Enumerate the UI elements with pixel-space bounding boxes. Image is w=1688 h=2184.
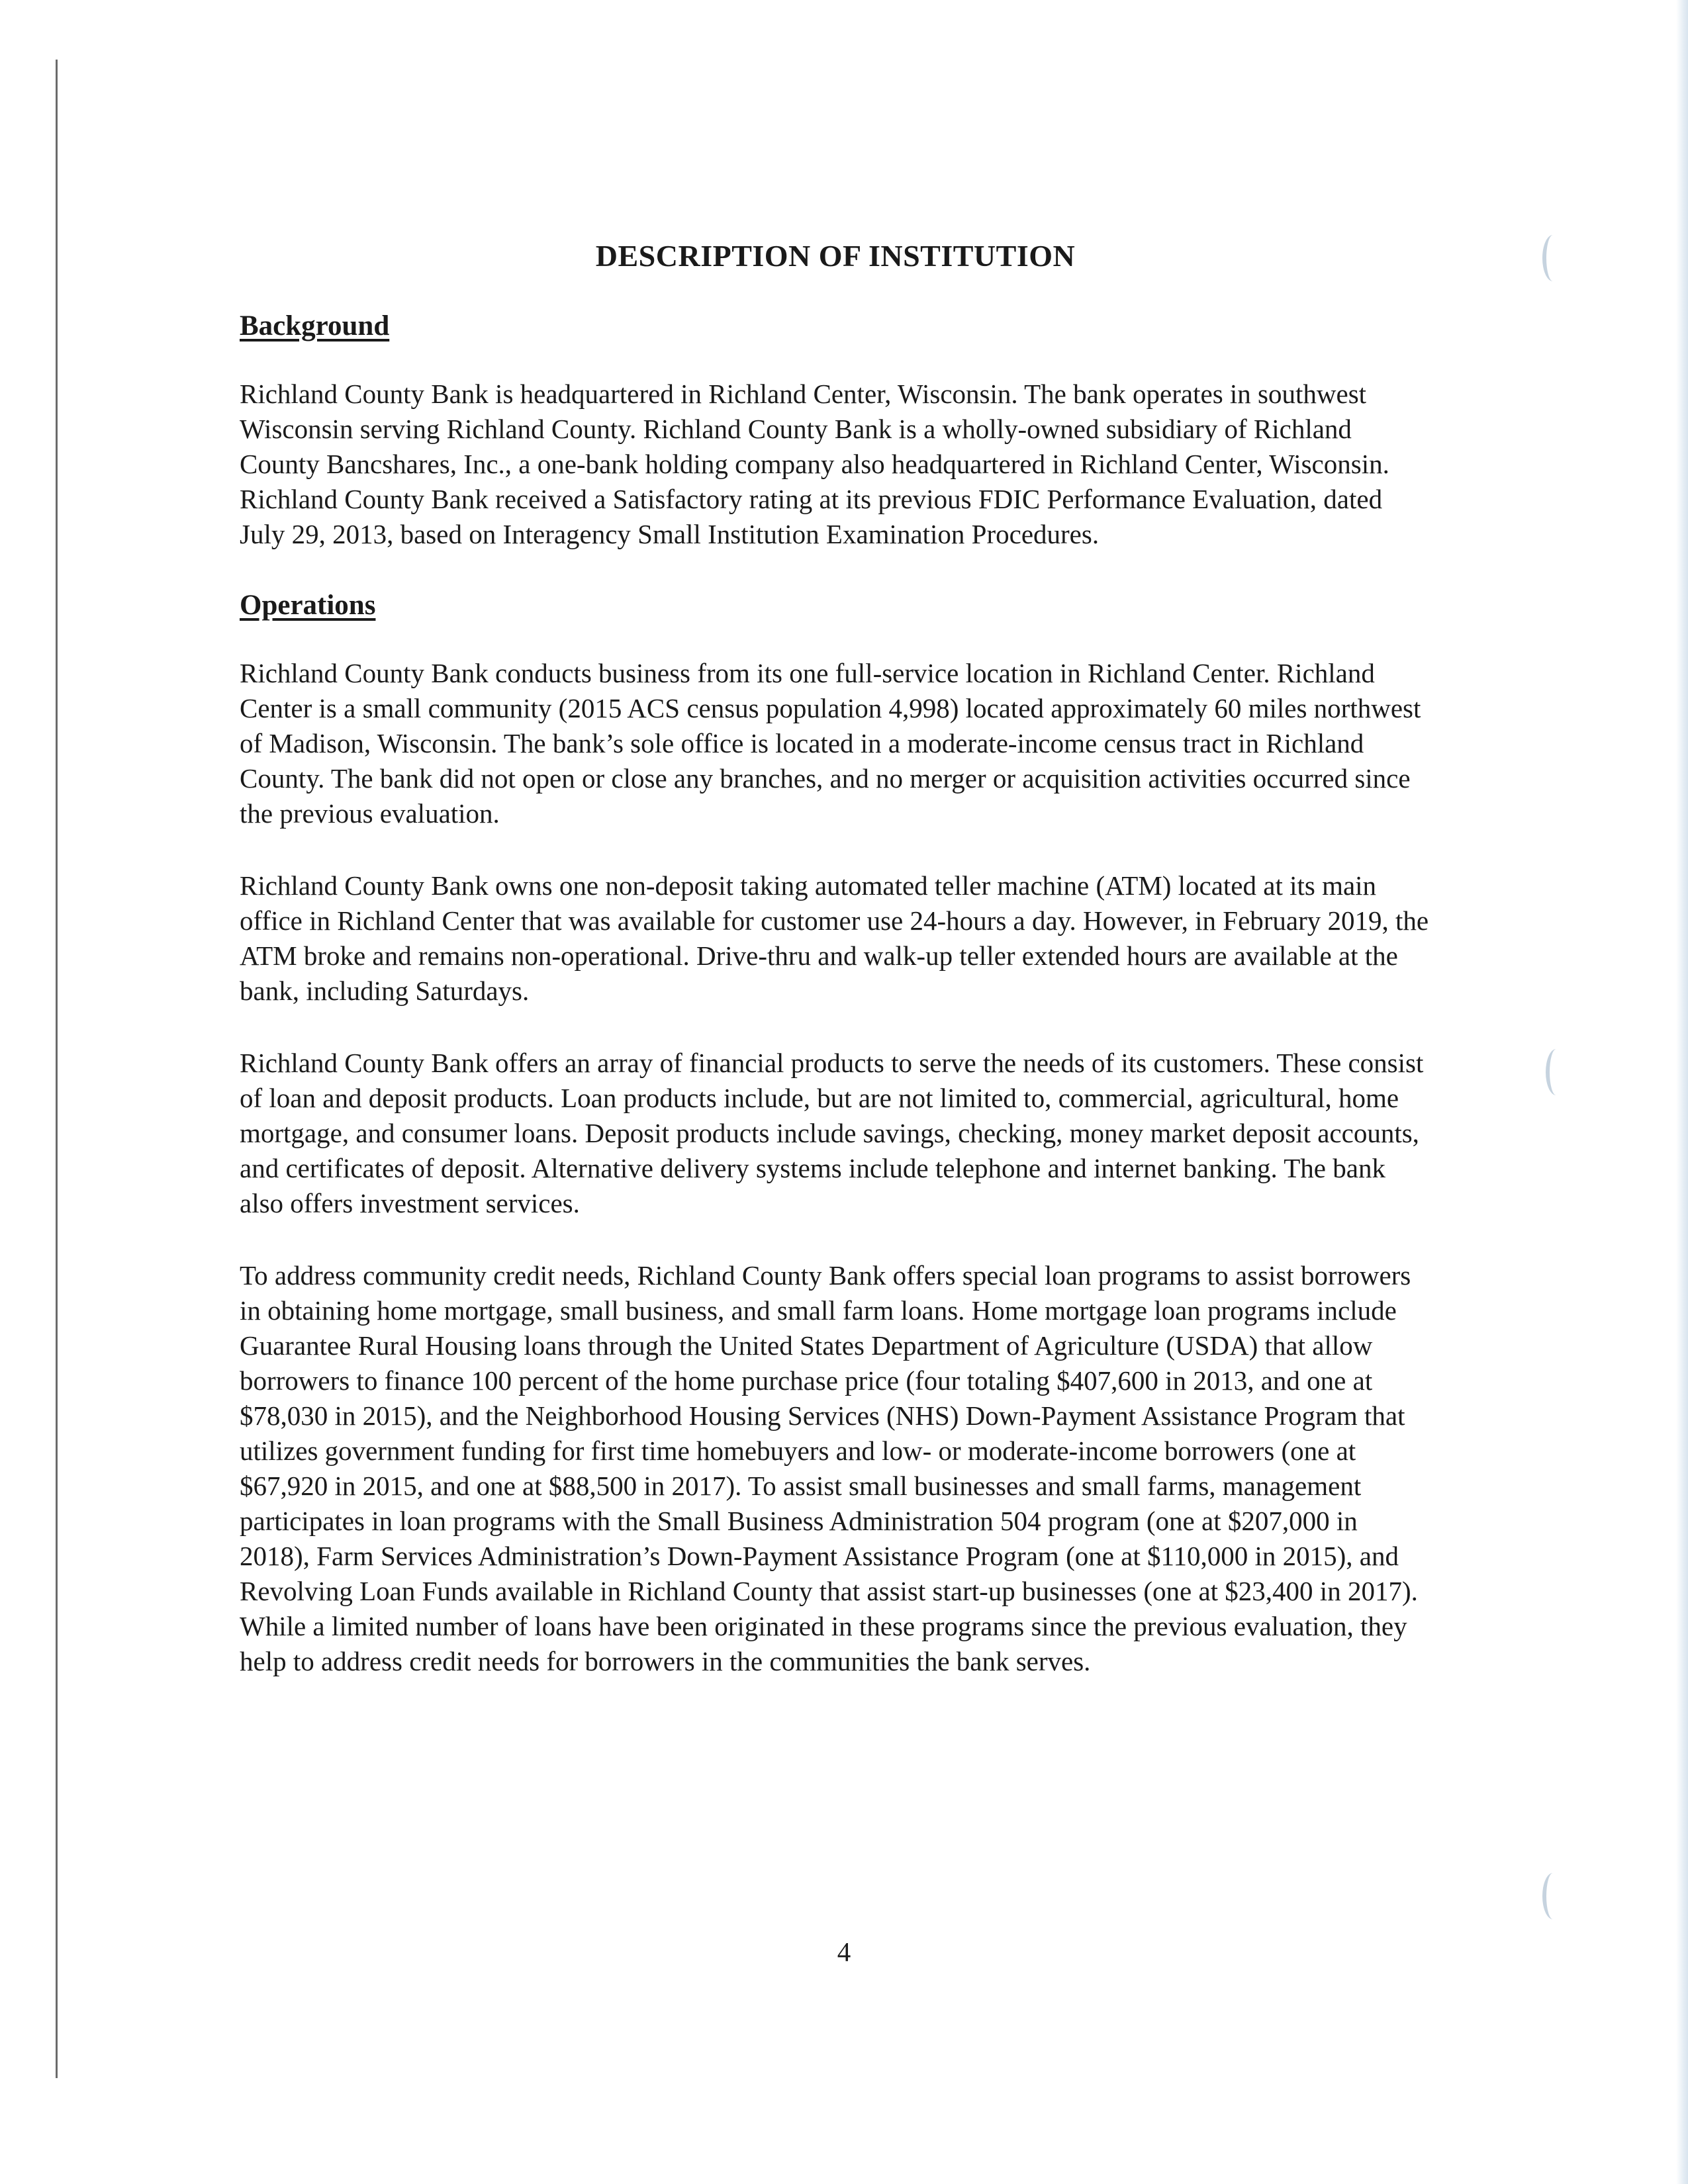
punch-hole-mark (1542, 1873, 1564, 1919)
document-body (240, 238, 1431, 1716)
scan-margin-line (56, 60, 58, 2078)
page-title: DESCRIPTION OF INSTITUTION (595, 239, 1076, 273)
section-heading-background: Background (240, 310, 390, 341)
section-heading-operations: Operations (240, 590, 376, 621)
paragraph: Richland County Bank conducts business from its one full-service location in Richland Center. Richland Center is a small community (2015 ACS census population 4,998) located approximately 60 miles northwest of Madison, Wisconsin. The bank’s sole office is located in a moderate-income census tract in Richland County. The bank did not open or close any branches, and no merger or acquisition activities occurred since the previous evaluation. (240, 658, 1421, 829)
paragraph: Richland County Bank offers an array of financial products to serve the needs of its customers. These consist of loan and deposit products. Loan products include, but are not limited to, commercial, agricultural, home mortgage, and consumer loans. Deposit products include savings, checking, money market deposit accounts, and certificates of deposit. Alternative delivery systems include telephone and internet banking. The bank also offers investment services. (240, 1048, 1424, 1218)
section-background (240, 310, 1431, 552)
page-number: 4 (837, 1936, 851, 1967)
paragraph: Richland County Bank is headquartered in Richland Center, Wisconsin. The bank operates in southwest Wisconsin serving Richland County. Richland County Bank is a wholly-owned subsidiary of Richland County Bancshares, Inc., a one-bank holding company also headquartered in Richland Center, Wisconsin. Richland County Bank received a Satisfactory rating at its previous FDIC Performance Evaluation, dated July 29, 2013, based on Interagency Small Institution Examination Procedures. (240, 379, 1389, 549)
punch-hole-mark (1542, 235, 1564, 281)
paragraph: To address community credit needs, Richland County Bank offers special loan programs to assist borrowers in obtaining home mortgage, small business, and small farm loans. Home mortgage loan programs include Guarantee Rural Housing loans through the United States Department of Agriculture (USDA) that allow borrowers to finance 100 percent of the home purchase price (four totaling $407,600 in 2013, and one at $78,030 in 2015), and the Neighborhood Housing Services (NHS) Down-Payment Assistance Program that utilizes government funding for first time homebuyers and low- or moderate-income borrowers (one at $67,920 in 2015, and one at $88,500 in 2017). To assist small businesses and small farms, management participates in loan programs with the Small Business Administration 504 program (one at $207,000 in 2018), Farm Services Administration’s Down-Payment Assistance Program (one at $110,000 in 2015), and Revolving Loan Funds available in Richland County that assist start-up businesses (one at $23,400 in 2017). While a limited number of loans have been originated in these programs since the previous evaluation, they help to address credit needs for borrowers in the communities the bank serves. (240, 1260, 1418, 1676)
paragraph: Richland County Bank owns one non-deposit taking automated teller machine (ATM) located at its main office in Richland Center that was available for customer use 24-hours a day. However, in February 2019, the ATM broke and remains non-operational. Drive-thru and walk-up teller extended hours are available at the bank, including Saturdays. (240, 870, 1429, 1006)
section-operations (240, 589, 1431, 1679)
punch-hole-mark (1546, 1049, 1567, 1095)
scan-page-edge (1676, 0, 1688, 2184)
